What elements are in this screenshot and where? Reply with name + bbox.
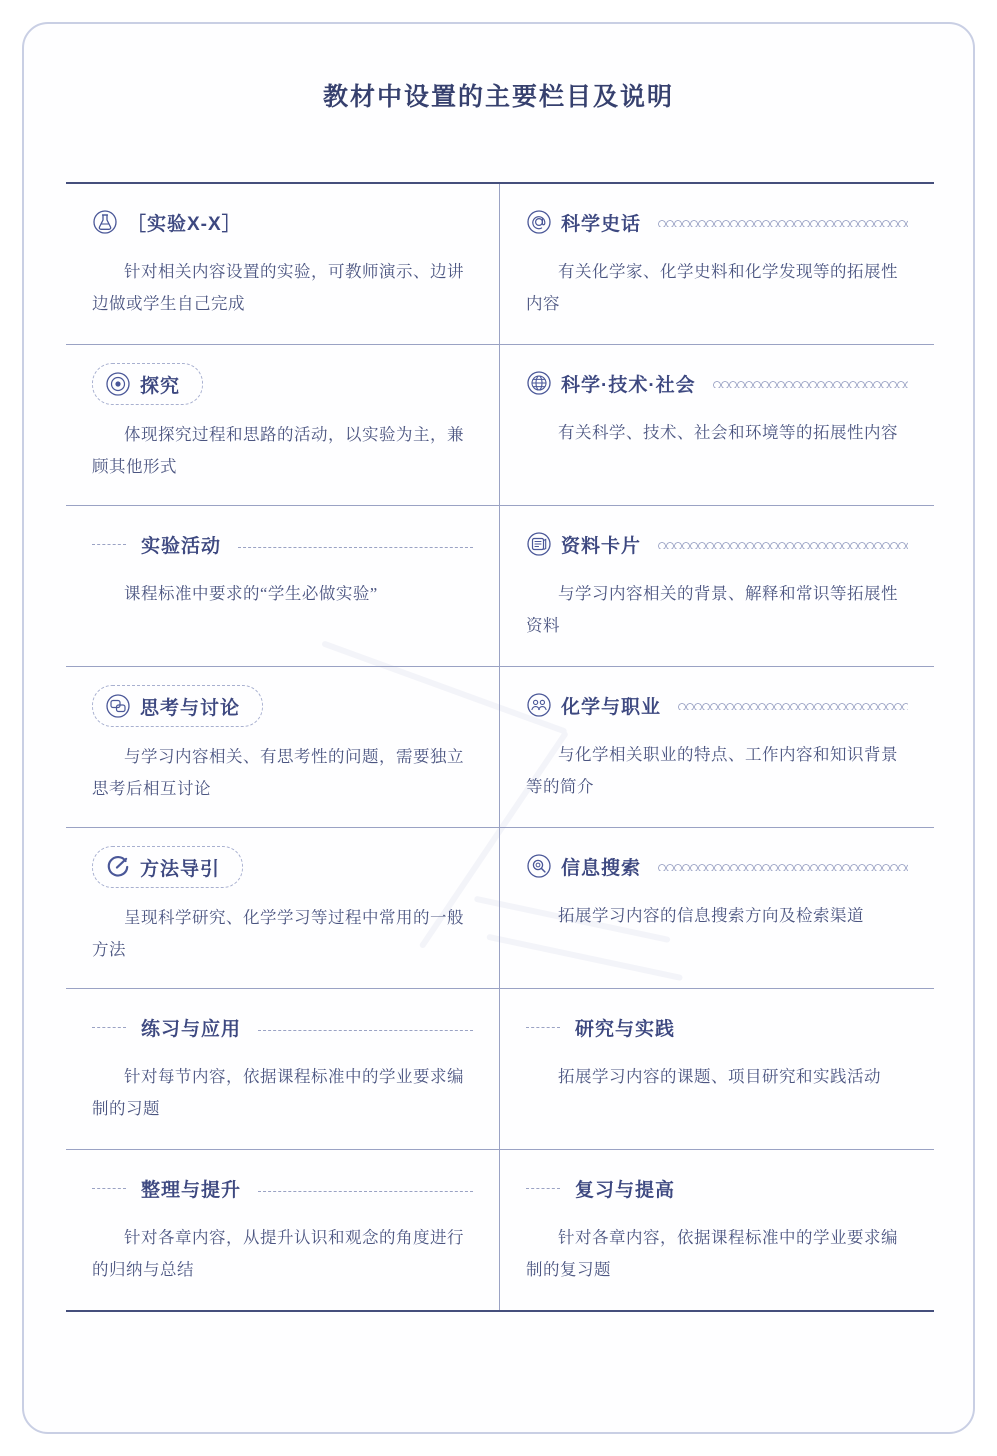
- table-row: [66, 989, 934, 1150]
- table-cell: [500, 184, 934, 344]
- column-heading: [526, 685, 908, 725]
- wavy-rule: [678, 700, 908, 710]
- dashed-rule: [258, 1191, 473, 1192]
- column-description: 拓展学习内容的课题、项目研究和实践活动: [558, 1067, 881, 1086]
- wavy-rule: [658, 861, 908, 871]
- leading-dash-rule: [92, 544, 126, 545]
- column-description: 体现探究过程和思路的活动，以实验为主，兼顾其他形式: [92, 425, 464, 476]
- card-icon: [526, 531, 552, 557]
- leading-dash-rule: [92, 1027, 126, 1028]
- table-cell: [66, 1150, 500, 1310]
- column-description: 有关科学、技术、社会和环境等的拓展性内容: [558, 423, 898, 442]
- column-heading: [526, 1168, 908, 1208]
- column-label: 科学·技术·社会: [561, 374, 696, 396]
- column-heading: [526, 846, 908, 886]
- thought-bubble-icon: [105, 693, 131, 719]
- column-heading: [92, 202, 473, 242]
- table-row: [66, 828, 934, 989]
- dashed-rule: [258, 1030, 473, 1031]
- table-row: [66, 1150, 934, 1310]
- document-page: [22, 22, 975, 1434]
- table-cell: [66, 667, 500, 827]
- compass-pen-icon: [105, 854, 131, 880]
- column-description: 有关化学家、化学史料和化学发现等的拓展性内容: [526, 262, 898, 313]
- globe-gear-icon: [526, 370, 552, 396]
- wavy-rule: [658, 539, 908, 549]
- column-description: 与化学相关职业的特点、工作内容和知识背景等的简介: [526, 745, 898, 796]
- column-heading: [92, 685, 263, 727]
- table-cell: [500, 667, 934, 827]
- column-heading: [92, 1168, 473, 1208]
- at-circle-icon: [526, 209, 552, 235]
- column-heading: [526, 202, 908, 242]
- flask-icon: [92, 209, 118, 235]
- column-label: 信息搜索: [561, 857, 642, 879]
- column-label: 整理与提升: [141, 1179, 242, 1201]
- column-label: 思考与讨论: [140, 697, 241, 719]
- column-description: 针对相关内容设置的实验，可教师演示、边讲边做或学生自己完成: [92, 262, 464, 313]
- table-cell: [66, 184, 500, 344]
- dashed-rule: [238, 547, 473, 548]
- page-title: 教材中设置的主要栏目及说明: [322, 83, 674, 111]
- column-heading: [92, 846, 243, 888]
- column-label: 练习与应用: [141, 1018, 242, 1040]
- column-description: 课程标准中要求的“学生必做实验”: [124, 584, 378, 603]
- leading-dash-rule: [526, 1188, 560, 1189]
- wavy-rule: [713, 378, 908, 388]
- column-heading: [92, 524, 473, 564]
- table-cell: [500, 828, 934, 988]
- column-description: 与学习内容相关的背景、解释和常识等拓展性资料: [526, 584, 898, 635]
- column-label: 化学与职业: [561, 696, 662, 718]
- table-cell: [500, 1150, 934, 1310]
- handshake-circle-icon: [526, 692, 552, 718]
- column-label: 科学史话: [561, 213, 642, 235]
- column-label: 方法导引: [140, 858, 221, 880]
- column-description: 呈现科学研究、化学学习等过程中常用的一般方法: [92, 908, 464, 959]
- column-label: 研究与实践: [575, 1018, 676, 1040]
- table-cell: [66, 345, 500, 505]
- table-cell: [500, 506, 934, 666]
- column-heading: [92, 363, 203, 405]
- column-label: 探究: [140, 375, 181, 397]
- leading-dash-rule: [526, 1027, 560, 1028]
- table-row: [66, 345, 934, 506]
- column-heading: [526, 524, 908, 564]
- table-cell: [500, 345, 934, 505]
- table-cell: [66, 989, 500, 1149]
- table-cell: [500, 989, 934, 1149]
- table-row: [66, 506, 934, 667]
- column-label: 复习与提高: [575, 1179, 676, 1201]
- column-description: 针对各章内容，依据课程标准中的学业要求编制的复习题: [526, 1228, 898, 1279]
- column-description: 与学习内容相关、有思考性的问题，需要独立思考后相互讨论: [92, 747, 464, 798]
- table-cell: [66, 506, 500, 666]
- column-description: 针对各章内容，从提升认识和观念的角度进行的归纳与总结: [92, 1228, 464, 1279]
- column-description: 拓展学习内容的信息搜索方向及检索渠道: [558, 906, 864, 925]
- leading-dash-rule: [92, 1188, 126, 1189]
- column-label: ［实验X-X］: [127, 213, 242, 235]
- table-row: [66, 667, 934, 828]
- column-heading: [92, 1007, 473, 1047]
- columns-table: [66, 182, 934, 1312]
- table-row: [66, 184, 934, 345]
- target-circle-icon: [105, 371, 131, 397]
- column-label: 资料卡片: [561, 535, 642, 557]
- column-description: 针对每节内容，依据课程标准中的学业要求编制的习题: [92, 1067, 464, 1118]
- search-circle-icon: [526, 853, 552, 879]
- wavy-rule: [658, 217, 908, 227]
- column-label: 实验活动: [141, 535, 222, 557]
- table-cell: [66, 828, 500, 988]
- column-heading: [526, 1007, 908, 1047]
- column-heading: [526, 363, 908, 403]
